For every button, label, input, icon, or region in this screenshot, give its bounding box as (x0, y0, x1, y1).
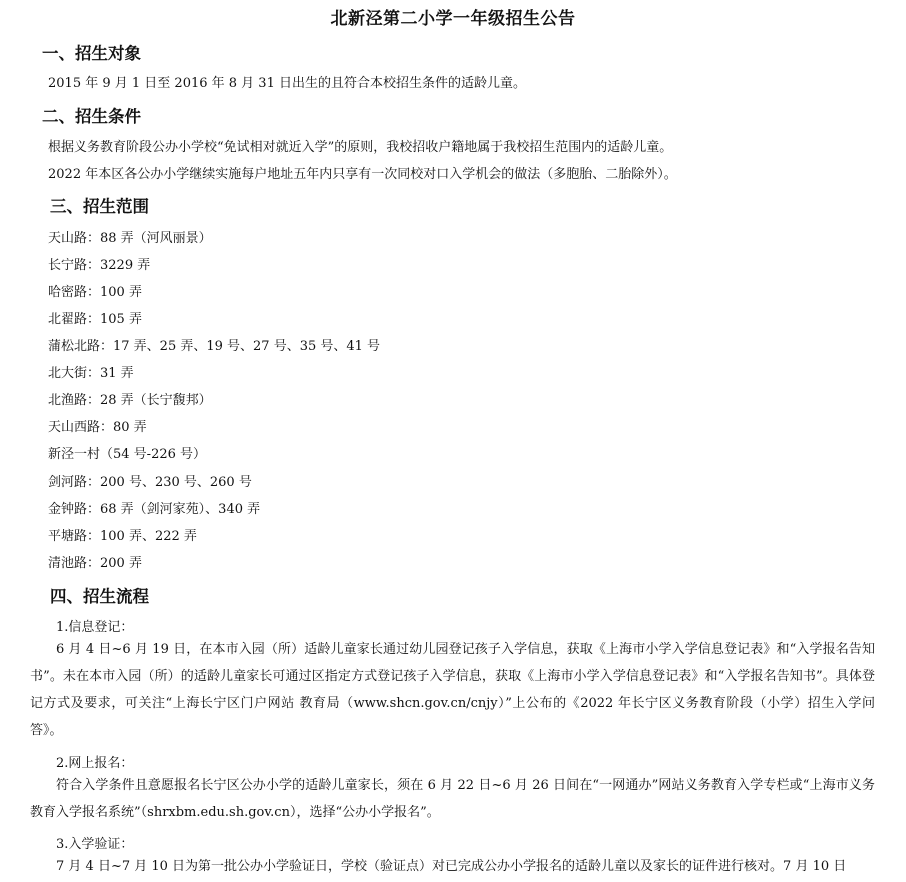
scope-item: 北翟路：105 弄 (48, 312, 142, 327)
section-conditions-heading: 二、招生条件 (42, 107, 141, 126)
conditions-line: 根据义务教育阶段公办小学校“免试相对就近入学”的原则，我校招收户籍地属于我校招生范围内的适龄儿童。 (48, 140, 673, 155)
section-target-heading: 一、招生对象 (42, 44, 141, 63)
process-step-text: 7 月 4 日~7 月 10 日为第一批公办小学验证日，学校（验证点）对已完成公办小学报名的适龄儿童以及家长的证件进行核对。7 月 10 日 (56, 859, 847, 874)
process-step-title: 1.信息登记： (56, 620, 134, 635)
conditions-line: 2022 年本区各公办小学继续实施每户地址五年内只享有一次同校对口入学机会的做法（多胞胎、二胎除外）。 (48, 167, 677, 182)
process-step-text: 6 月 4 日~6 月 19 日，在本市入园（所）适龄儿童家长通过幼儿园登记孩子入学信息，获取《上海市小学入学信息登记表》和“入学报名告知书”。未在本市入园（所）的适龄儿童家长可通过区指定方式登记孩子入学信息，获取《上海市小学入学信息登记表》和“入学报名告知书”。具体登记方式及要求，可关注“上海长宁区门户网站 教育局（www.shcn.gov.cn/cnjy）”上公布的《2022 年长宁区义务教育阶段（小学）招生入学问答》。 (30, 642, 875, 738)
scope-item: 金钟路：68 弄（剑河家苑）、340 弄 (48, 502, 261, 517)
scope-item: 天山西路：80 弄 (48, 420, 147, 435)
page-title: 北新泾第二小学一年级招生公告 (330, 9, 576, 29)
scope-item: 平塘路：100 弄、222 弄 (48, 529, 197, 544)
scope-item: 天山路：88 弄（河风丽景） (48, 231, 212, 246)
scope-item: 新泾一村（54 号-226 号） (48, 447, 207, 462)
section-process-heading: 四、招生流程 (50, 587, 149, 606)
process-step-text: 符合入学条件且意愿报名长宁区公办小学的适龄儿童家长，须在 6 月 22 日~6 月 26 日间在“一网通办”网站义务教育入学专栏或“上海市义务教育入学报名系统”（shrxbm.edu.sh.gov.cn），选择“公办小学报名”。 (30, 778, 875, 820)
process-step-title: 2.网上报名： (56, 756, 134, 771)
section-scope-heading: 三、招生范围 (50, 197, 149, 216)
scope-item: 长宁路：3229 弄 (48, 258, 151, 273)
section-target-text: 2015 年 9 月 1 日至 2016 年 8 月 31 日出生的且符合本校招生条件的适龄儿童。 (48, 76, 526, 91)
scope-item: 北渔路：28 弄（长宁馥邦） (48, 393, 212, 408)
scope-item: 剑河路：200 号、230 号、260 号 (48, 475, 252, 490)
scope-item: 清池路：200 弄 (48, 556, 142, 571)
process-step-title: 3.入学验证： (56, 837, 134, 852)
scope-item: 哈密路：100 弄 (48, 285, 142, 300)
scope-item: 北大街：31 弄 (48, 366, 134, 381)
scope-item: 蒲松北路：17 弄、25 弄、19 号、27 号、35 号、41 号 (48, 339, 381, 354)
